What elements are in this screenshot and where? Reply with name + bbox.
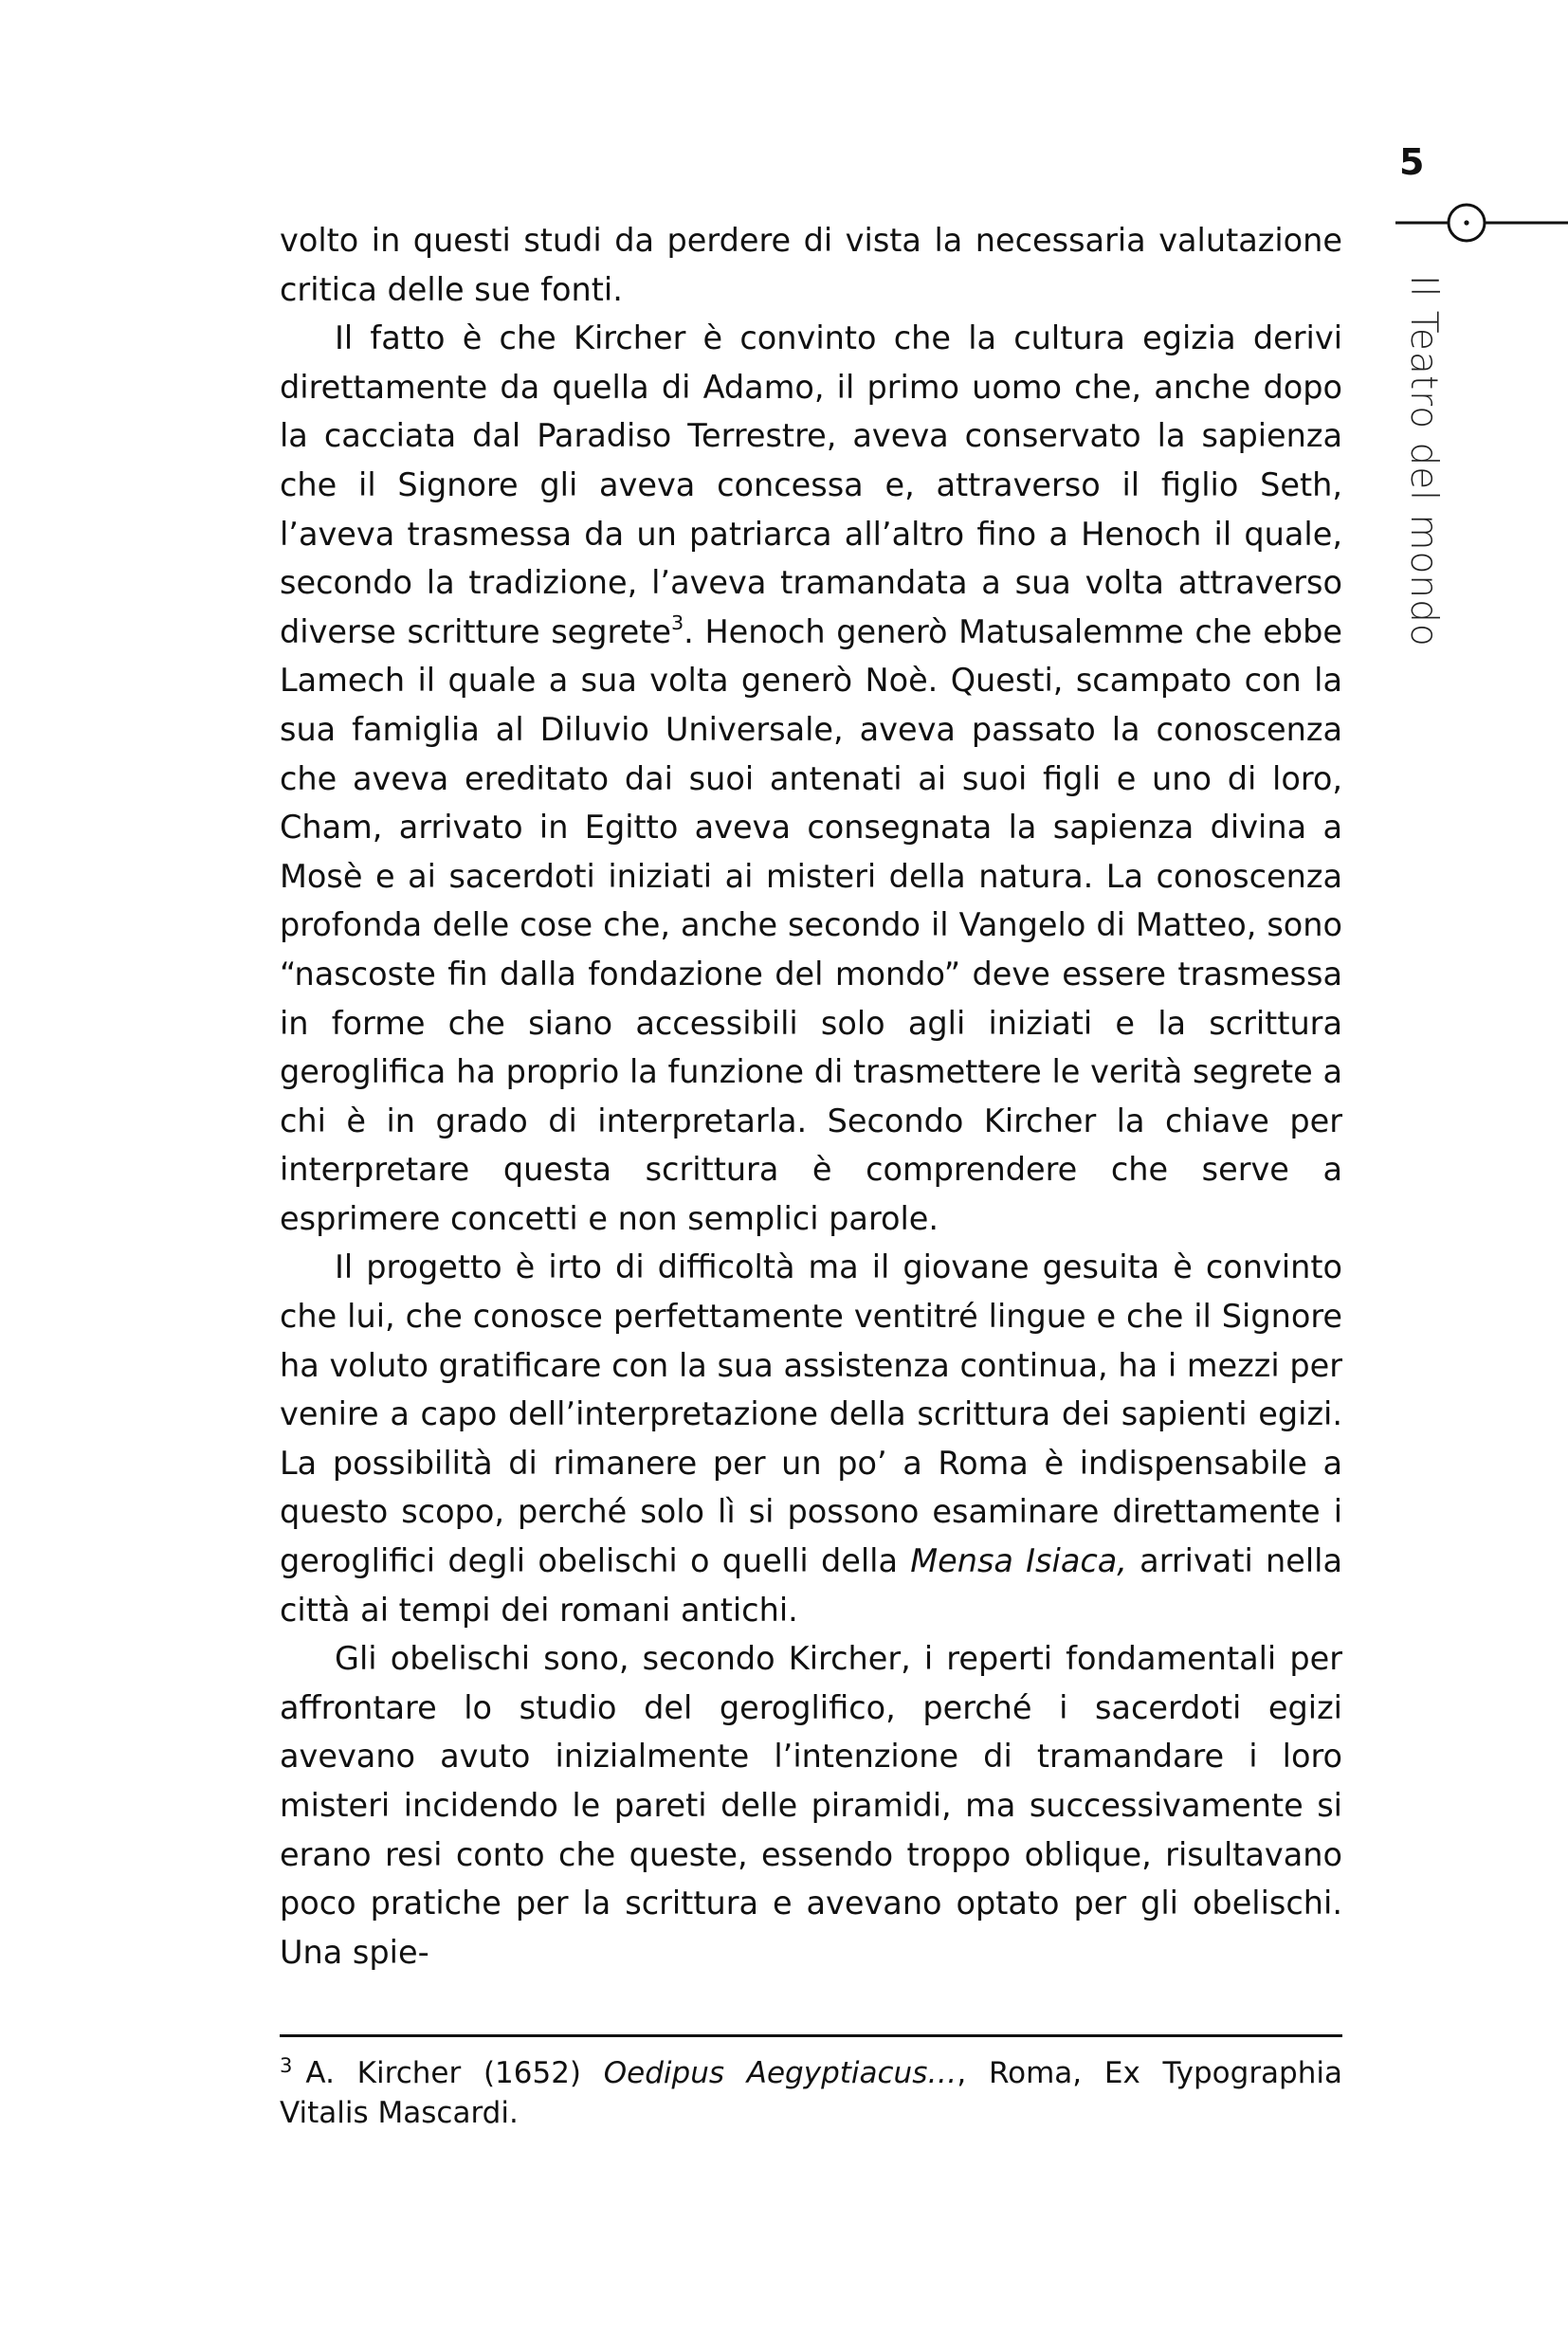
footnote-mark: 3	[280, 2052, 293, 2077]
paragraph-2: Il fatto è che Kircher è convinto che la cultura egizia derivi direttamente da quella di Adamo, il primo uomo che, anche dopo la cacciata dal Paradiso Terrestre, aveva conservato la sapienza che il Signore gli aveva concessa e, attraverso il figlio Seth, l’aveva trasmessa da un patriarca all’altro fino a Henoch il quale, secondo la tradizione, l’aveva tramandata a sua volta attraverso diverse scritture segrete$^3$. Henoch generò Matusalemme che ebbe Lamech il quale a sua volta generò Noè. Questi, scampato con la sua famiglia al Diluvio Universale, aveva passato la conoscenza che aveva ereditato dai suoi antenati ai suoi figli e uno di loro, Cham, arrivato in Egitto aveva consegnata la sapienza divina a Mosè e ai sacerdoti iniziati ai misteri della natura. La conoscenza profonda delle cose che, anche secondo il Vangelo di Matteo, sono “nascoste fin dalla fondazione del mondo” deve essere trasmessa in forme che siano accessibili solo agli iniziati e la scrittura geroglifica ha proprio la funzione di trasmettere le verità segrete a chi è in grado di interpretarla. Secondo Kircher la chiave per interpretare questa scrittura è comprendere che serve a esprimere concetti e non semplici parole.	[280, 319, 1342, 1237]
paragraph-4: Gli obelischi sono, secondo Kircher, i reperti fondamentali per affrontare lo studio del geroglifico, perché i sacerdoti egizi avevano avuto inizialmente l’intenzione di tramandare i loro misteri incidendo le pareti delle piramidi, ma successivamente si erano resi conto che queste, essendo troppo oblique, risultavano poco pratiche per la scrittura e avevano optato per gli obelischi. Una spie-	[280, 1640, 1342, 1971]
running-title: Il Teatro del mondo	[1402, 275, 1445, 647]
footnote-reference: 3	[670, 610, 684, 634]
footnote: $^3$ A. Kircher (1652) Oedipus Aegyptiacus…, Roma, Ex Typographia Vitalis Mascardi.	[280, 2052, 1342, 2130]
footnote-divider	[280, 2034, 1342, 2037]
paragraph-3: Il progetto è irto di difficoltà ma il giovane gesuita è convinto che lui, che conosce perfettamente ventitré lingue e che il Signore ha voluto gratificare con la sua assistenza continua, ha i mezzi per venire a capo dell’interpretazione della scrittura dei sapienti egizi. La possibilità di rimanere per un po’ a Roma è indispensabile a questo scopo, perché solo lì si possono esaminare direttamente i geroglifici degli obelischi o quelli della Mensa Isiaca, arrivati nella città ai tempi dei romani antichi.	[280, 1248, 1342, 1629]
body-text	[280, 216, 1342, 1977]
page-number: 5	[1399, 141, 1425, 183]
paragraph-1: volto in questi studi da perdere di vista la necessaria valutazione critica delle sue fonti.	[280, 222, 1342, 308]
italic-title: Mensa Isiaca,	[910, 1542, 1127, 1580]
footnote-italic-title: Oedipus Aegyptiacus…	[603, 2056, 957, 2090]
page-ornament	[1365, 190, 1568, 256]
